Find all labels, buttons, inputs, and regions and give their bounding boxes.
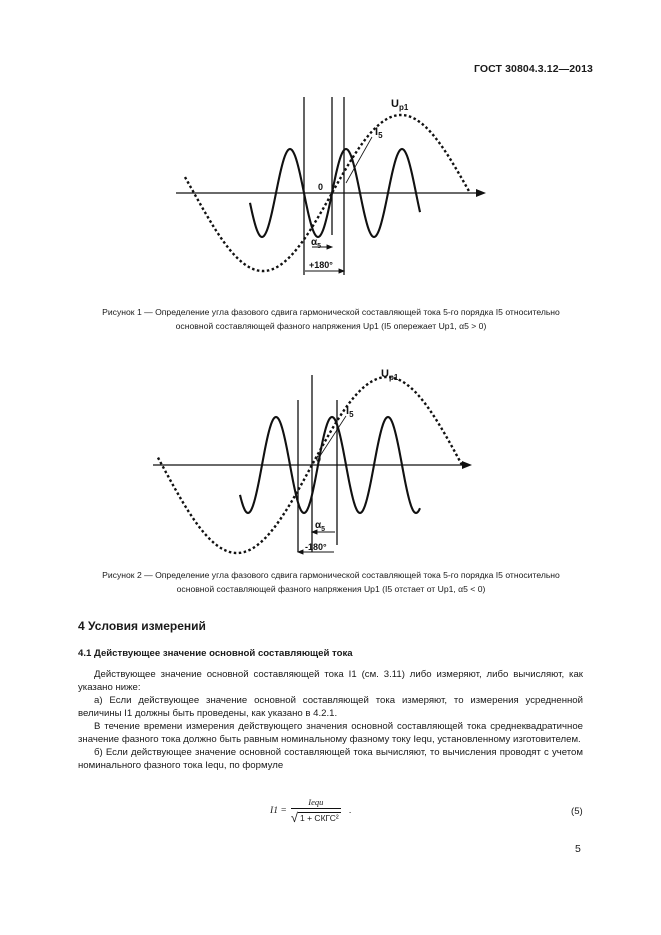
figure-2-caption bbox=[40, 568, 622, 596]
fig2-label-up1: $U_{p1}$ bbox=[381, 368, 399, 382]
section-body bbox=[78, 668, 583, 772]
figure-1-axes bbox=[176, 97, 486, 275]
figure-1-caption-line1: Рисунок 1 — Определение угла фазового сдвига гармонической составляющей тока 5-го порядка I5 относительно bbox=[102, 307, 560, 317]
formula-numerator: Iequ bbox=[308, 797, 324, 807]
paragraph-1: Действующее значение основной составляющей тока I1 (см. 3.11) либо измеряют, либо вычисляют, как указано ниже: bbox=[78, 669, 583, 693]
figure-1-caption-line2: основной составляющей фазного напряжения Up1 (I5 опережает Up1, α5 > 0) bbox=[175, 321, 487, 331]
formula-5 bbox=[270, 797, 351, 824]
fig1-label-i5: $I_5$ bbox=[375, 126, 383, 140]
page-number: 5 bbox=[575, 843, 581, 855]
figure-2-axes bbox=[153, 375, 472, 552]
sqrt-icon: √ bbox=[290, 810, 299, 825]
paragraph-2: а) Если действующее значение основной составляющей тока измеряют, то измерения усредненной величины I1 должны быть проведены, как указано в 4.2.1. bbox=[78, 695, 583, 719]
figure-1-waveform bbox=[0, 85, 661, 285]
paragraph-3: В течение времени измерения действующего значения основной составляющей тока среднеквадратичное значение фазного тока должно быть равным номинальному фазному току Iequ, установленному изготовителем. bbox=[78, 721, 583, 745]
figure-1-caption bbox=[40, 305, 622, 333]
fig1-label-zero: 0 bbox=[318, 182, 324, 192]
x-axis-arrow bbox=[476, 189, 486, 197]
fig1-label-alpha: $\alpha_5$ bbox=[311, 237, 322, 250]
equation-number: (5) bbox=[571, 806, 583, 817]
formula-radicand: 1 + СКГС² bbox=[300, 813, 339, 823]
x-axis-arrow bbox=[462, 461, 472, 469]
paragraph-4: б) Если действующее значение основной составляющей тока вычисляют, то вычисления проводят с учетом номинального фазного тока Iequ, по формуле bbox=[78, 747, 583, 771]
figure-2-caption-line1: Рисунок 2 — Определение угла фазового сдвига гармонической составляющей тока 5-го порядка I5 относительно bbox=[102, 570, 560, 580]
fig1-label-angle: +180° bbox=[309, 260, 333, 270]
fig2-label-alpha: $\alpha_5$ bbox=[315, 520, 326, 533]
standard-header: ГОСТ 30804.3.12—2013 bbox=[473, 63, 593, 75]
subsection-title: 4.1 Действующее значение основной составляющей тока bbox=[78, 648, 353, 659]
formula-tail: . bbox=[348, 805, 352, 816]
fig1-label-up1: $U_{p1}$ bbox=[391, 98, 409, 112]
fig2-label-angle: -180° bbox=[305, 542, 327, 552]
formula-lhs: I1 = bbox=[270, 805, 287, 816]
figure-2-caption-line2: основной составляющей фазного напряжения Up1 (I5 отстает от Up1, α5 < 0) bbox=[176, 584, 486, 594]
figure-2-waveform bbox=[0, 360, 661, 560]
fig2-label-i5: $I_5$ bbox=[346, 405, 354, 419]
section-title: 4 Условия измерений bbox=[78, 619, 206, 633]
fig2-label-zero: 0 bbox=[316, 454, 322, 464]
